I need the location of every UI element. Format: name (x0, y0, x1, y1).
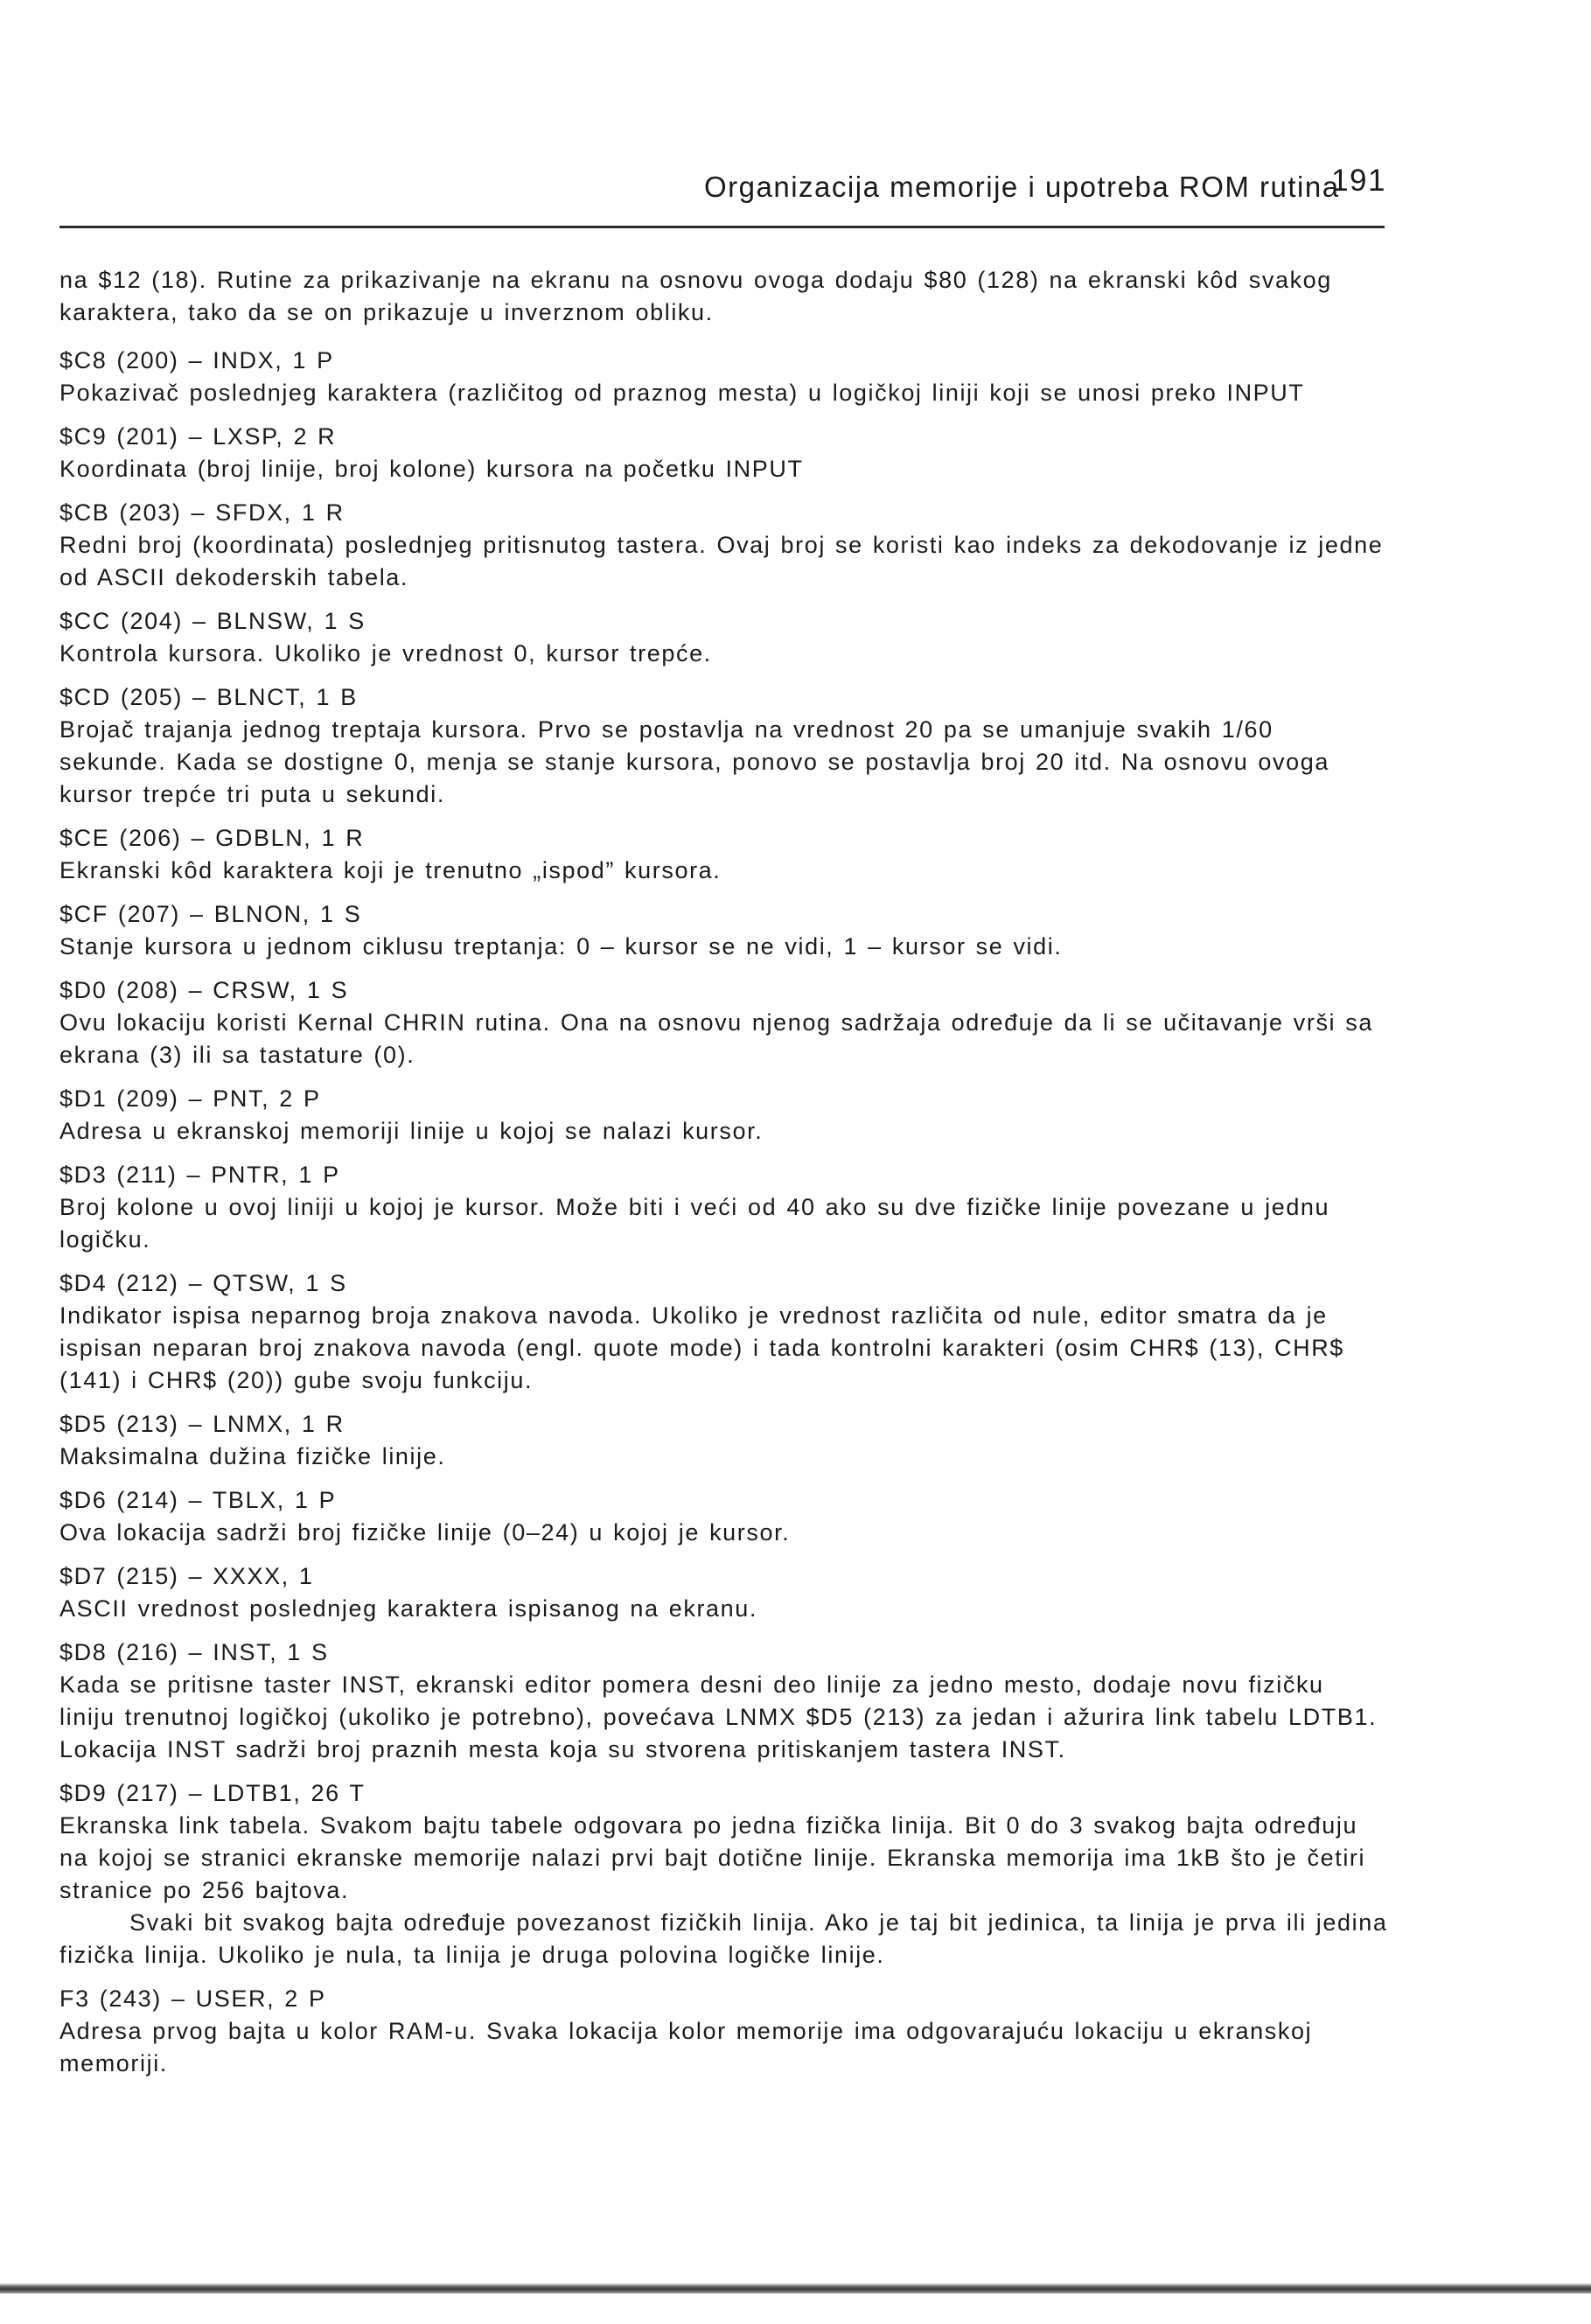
entry-description: Stanje kursora u jednom ciklusu treptanja: 0 – kursor se ne vidi, 1 – kursor se vidi. (59, 933, 1063, 960)
memory-entry (59, 681, 1389, 811)
entry-description: Adresa u ekranskoj memoriji linije u kojoj se nalazi kursor. (59, 1118, 764, 1144)
entry-description: ASCII vrednost poslednjeg karaktera ispisanog na ekranu. (59, 1595, 758, 1622)
entry-description: Koordinata (broj linije, broj kolone) kursora na početku INPUT (59, 456, 804, 482)
entry-description: Adresa prvog bajta u kolor RAM-u. Svaka lokacija kolor memorije ima odgovarajuću lokaciju u ekranskoj memoriji. (59, 2018, 1313, 2076)
entry-description: Ekranska link tabela. Svakom bajtu tabele odgovara po jedna fizička linija. Bit 0 do 3 svakog bajta određuju na kojoj se stranici ekranske memorije nalazi prvi bajt dotične linije. Ekranska memorija ima 1kB što je četiri stranice po 256 bajtova. (59, 1812, 1366, 1903)
entry-description: Redni broj (koordinata) poslednjeg pritisnutog tastera. Ovaj broj se koristi kao indeks za dekodovanje iz jedne od ASCII dekoderskih tabela. (59, 532, 1384, 590)
memory-entry (59, 1560, 1389, 1625)
entry-heading: $CE (206) – GDBLN, 1 R (59, 825, 365, 851)
entry-heading: $D3 (211) – PNTR, 1 P (59, 1162, 340, 1188)
body-text (59, 264, 1389, 2091)
memory-entry (59, 1637, 1389, 1766)
entry-description: Ova lokacija sadrži broj fizičke linije (0–24) u kojoj je kursor. (59, 1519, 791, 1546)
entry-description: Ovu lokaciju koristi Kernal CHRIN rutina. Ona na osnovu njenog sadržaja određuje da li se učitavanje vrši sa ekrana (3) ili sa tastature (0). (59, 1009, 1373, 1068)
entry-description: Maksimalna dužina fizičke linije. (59, 1443, 446, 1469)
memory-entry (59, 974, 1389, 1071)
entry-description: Pokazivač poslednjeg karaktera (različitog od praznog mesta) u logičkoj liniji koji se unosi preko INPUT (59, 380, 1305, 406)
intro-paragraph: na $12 (18). Rutine za prikazivanje na ekranu na osnovu ovoga dodaju $80 (128) na ekranski kôd svakog karaktera, tako da se on prikazuje u inverznom obliku. (59, 267, 1332, 325)
entry-heading: $D4 (212) – QTSW, 1 S (59, 1270, 347, 1296)
entry-description: Svaki bit svakog bajta određuje povezanost fizičkih linija. Ako je taj bit jedinica, ta linija je prva ili jedina fizička linija. Ukoliko je nula, ta linija je druga polovina logičke linije. (59, 1909, 1388, 1968)
entry-list (59, 345, 1389, 2080)
page-number: 191 (1331, 164, 1386, 198)
entry-description: Kada se pritisne taster INST, ekranski editor pomera desni deo linije za jedno mesto, dodaje novu fizičku liniju trenutnoj logičkoj (ukoliko je potrebno), povećava LNMX $D5 (213) za jedan i ažurira link tabelu LDTB1. Lokacija INST sadrži broj praznih mesta koja su stvorena pritiskanjem tastera INST. (59, 1671, 1378, 1762)
entry-heading: $CD (205) – BLNCT, 1 B (59, 684, 358, 710)
entry-heading: $D6 (214) – TBLX, 1 P (59, 1487, 337, 1513)
entry-heading: $C9 (201) – LXSP, 2 R (59, 423, 337, 450)
memory-entry (59, 1159, 1389, 1256)
entry-heading: $CC (204) – BLNSW, 1 S (59, 608, 366, 634)
entry-description: Ekranski kôd karaktera koji je trenutno „ispod” kursora. (59, 857, 722, 883)
memory-entry (59, 1083, 1389, 1148)
entry-heading: F3 (243) – USER, 2 P (59, 1986, 326, 2012)
entry-heading: $D7 (215) – XXXX, 1 (59, 1563, 314, 1589)
entry-description: Broj kolone u ovoj liniji u kojoj je kursor. Može biti i veći od 40 ako su dve fizičke linije povezane u jednu logičku. (59, 1194, 1330, 1253)
entry-heading: $D9 (217) – LDTB1, 26 T (59, 1780, 366, 1806)
header-rule (59, 226, 1385, 228)
memory-entry (59, 497, 1389, 594)
footer-scan-edge (0, 2283, 1591, 2293)
entry-description: Kontrola kursora. Ukoliko je vrednost 0, kursor trepće. (59, 640, 712, 666)
entry-heading: $CF (207) – BLNON, 1 S (59, 901, 362, 927)
memory-entry (59, 1484, 1389, 1549)
memory-entry (59, 898, 1389, 963)
entry-description: Brojač trajanja jednog treptaja kursora. Prvo se postavlja na vrednost 20 pa se umanjuje svakih 1/60 sekunde. Kada se dostigne 0, menja se stanje kursora, ponovo se postavlja broj 20 itd. Na osnovu ovoga kursor trepće tri puta u sekundi. (59, 716, 1329, 807)
memory-entry (59, 1408, 1389, 1473)
entry-heading: $CB (203) – SFDX, 1 R (59, 499, 345, 526)
entry-heading: $D1 (209) – PNT, 2 P (59, 1085, 321, 1112)
running-header (704, 160, 1386, 204)
memory-entry (59, 822, 1389, 887)
memory-entry (59, 1777, 1389, 1972)
entry-heading: $D8 (216) – INST, 1 S (59, 1639, 329, 1665)
memory-entry (59, 421, 1389, 485)
running-header-title: Organizacija memorije i upotreba ROM rutina (704, 171, 1340, 203)
entry-heading: $D0 (208) – CRSW, 1 S (59, 977, 349, 1003)
entry-heading: $D5 (213) – LNMX, 1 R (59, 1411, 345, 1437)
entry-description: Indikator ispisa neparnog broja znakova navoda. Ukoliko je vrednost različita od nule, editor smatra da je ispisan neparan broj znakova navoda (engl. quote mode) i tada kontrolni karakteri (osim CHR$ (13), CHR$ (141) i CHR$ (20)) gube svoju funkciju. (59, 1302, 1344, 1393)
memory-entry (59, 345, 1389, 409)
memory-entry (59, 1983, 1389, 2080)
memory-entry (59, 1267, 1389, 1397)
entry-heading: $C8 (200) – INDX, 1 P (59, 347, 334, 373)
memory-entry (59, 605, 1389, 670)
